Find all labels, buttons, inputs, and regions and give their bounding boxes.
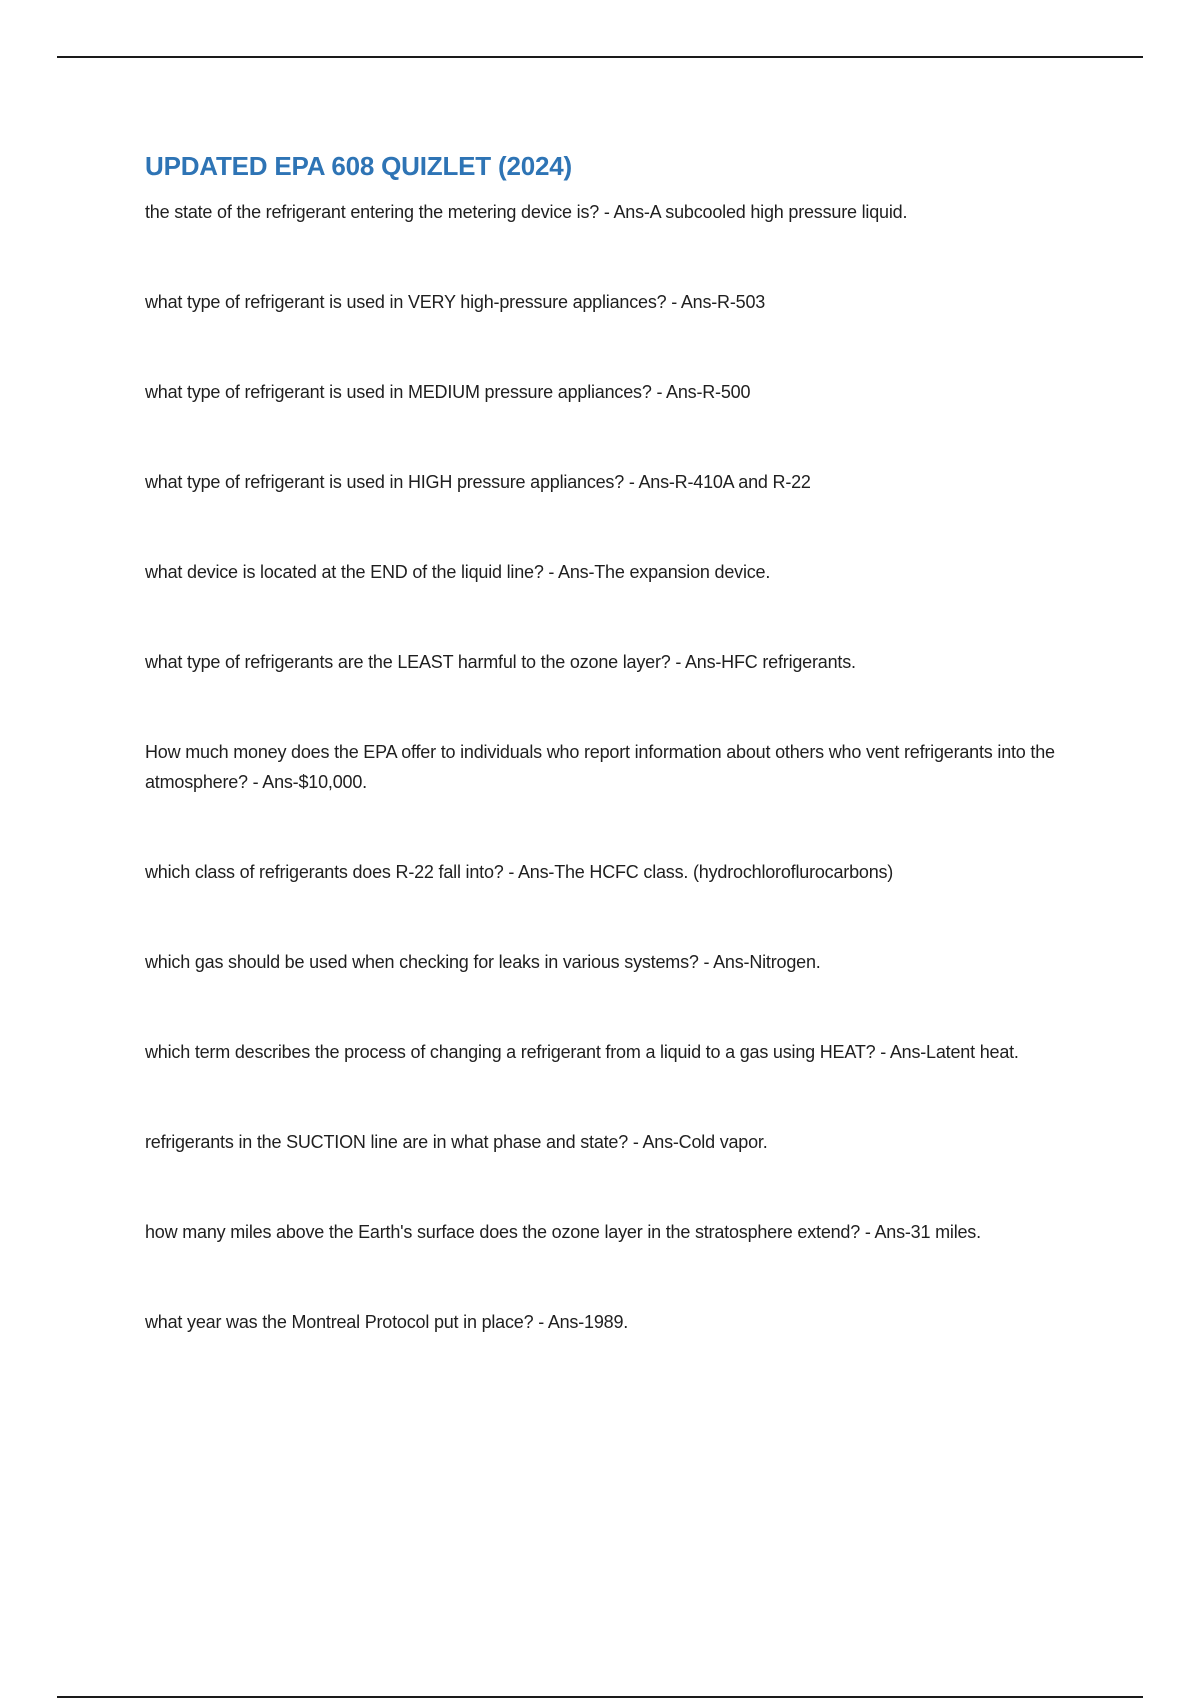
qa-item: what type of refrigerant is used in MEDIUM pressure appliances? - Ans-R-500 (145, 382, 751, 402)
qa-list (145, 197, 1060, 1337)
footer-rule (57, 1696, 1143, 1698)
qa-item: the state of the refrigerant entering the metering device is? - Ans-A subcooled high pressure liquid. (145, 202, 908, 222)
qa-item: which class of refrigerants does R-22 fall into? - Ans-The HCFC class. (hydrochloroflurocarbons) (145, 862, 894, 882)
qa-item: what type of refrigerant is used in VERY high-pressure appliances? - Ans-R-503 (145, 292, 766, 312)
document-title: UPDATED EPA 608 QUIZLET (2024) (145, 151, 572, 181)
qa-item: what type of refrigerant is used in HIGH pressure appliances? - Ans-R-410A and R-22 (145, 472, 811, 492)
document-body (145, 144, 1060, 1337)
header-rule (57, 56, 1143, 58)
qa-item: How much money does the EPA offer to individuals who report information about others who vent refrigerants into the atmosphere? - Ans-$10,000. (145, 742, 1055, 792)
qa-item: what type of refrigerants are the LEAST harmful to the ozone layer? - Ans-HFC refrigerants. (145, 652, 856, 672)
qa-item: what device is located at the END of the liquid line? - Ans-The expansion device. (145, 562, 771, 582)
qa-item: which term describes the process of changing a refrigerant from a liquid to a gas using HEAT? - Ans-Latent heat. (145, 1042, 1019, 1062)
qa-item: how many miles above the Earth's surface does the ozone layer in the stratosphere extend? - Ans-31 miles. (145, 1222, 981, 1242)
qa-item: which gas should be used when checking for leaks in various systems? - Ans-Nitrogen. (145, 952, 821, 972)
qa-item: refrigerants in the SUCTION line are in what phase and state? - Ans-Cold vapor. (145, 1132, 768, 1152)
qa-item: what year was the Montreal Protocol put in place? - Ans-1989. (145, 1312, 629, 1332)
